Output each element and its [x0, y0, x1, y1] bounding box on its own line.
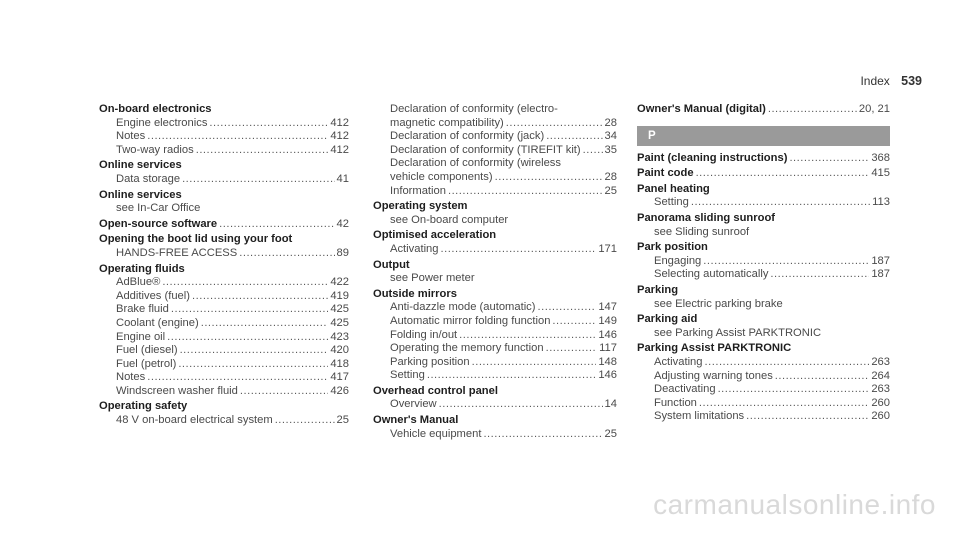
dot-leader — [768, 103, 857, 117]
index-subentry[interactable] — [390, 171, 617, 185]
index-heading[interactable] — [637, 167, 890, 181]
index-column-2 — [373, 103, 617, 443]
index-subentry[interactable] — [390, 117, 617, 131]
page-ref: 260 — [871, 396, 890, 409]
dot-leader — [705, 356, 870, 370]
index-subentry[interactable] — [654, 397, 890, 411]
index-heading[interactable]: Online services — [99, 188, 182, 201]
index-heading[interactable]: Parking Assist PARKTRONIC — [637, 342, 792, 355]
dot-leader — [703, 255, 869, 269]
index-subentry-text: Anti-dazzle mode (automatic) — [390, 301, 536, 314]
dot-leader — [696, 167, 870, 181]
page-ref: 425 — [330, 316, 349, 329]
index-subentry-text: Coolant (engine) — [116, 316, 199, 329]
dot-leader — [147, 130, 328, 144]
page-ref: 187 — [871, 268, 890, 281]
dot-leader — [239, 247, 334, 261]
index-entry — [373, 385, 617, 412]
index-subentry-text: Parking position — [390, 355, 470, 368]
index-heading[interactable]: Parking — [637, 283, 679, 296]
dot-leader — [196, 144, 329, 158]
index-heading-text: Paint (cleaning instructions) — [637, 151, 788, 164]
page-ref: 171 — [598, 242, 617, 255]
page-ref: 187 — [871, 254, 890, 267]
index-subentry[interactable] — [116, 276, 349, 290]
page-ref: 422 — [330, 276, 349, 289]
index-subentry-text: Fuel (petrol) — [116, 357, 177, 370]
watermark: carmanualsonline.info — [653, 489, 936, 520]
index-subentry[interactable] — [116, 144, 349, 158]
page-ref: 28 — [604, 116, 617, 129]
index-column-1 — [99, 103, 349, 430]
dot-leader — [201, 317, 329, 331]
dot-leader — [691, 196, 870, 210]
page-ref: 420 — [330, 344, 349, 357]
index-subentry-text: magnetic compatibility) — [390, 116, 504, 129]
index-subentry[interactable] — [116, 117, 349, 131]
dot-leader — [495, 171, 603, 185]
index-subentry-text: Operating the memory function — [390, 342, 544, 355]
dot-leader — [147, 371, 328, 385]
index-entry — [373, 103, 617, 198]
index-subentry[interactable] — [116, 344, 349, 358]
see-reference[interactable]: see Sliding sunroof — [654, 225, 750, 238]
index-subentry[interactable] — [116, 130, 349, 144]
index-heading[interactable] — [637, 152, 890, 166]
index-subentry-text: Selecting automatically — [654, 268, 769, 281]
page-ref: 147 — [598, 301, 617, 314]
index-subentry-text: Function — [654, 396, 697, 409]
index-subentry-text: Setting — [390, 369, 425, 382]
page-ref: 426 — [330, 384, 349, 397]
index-subentry[interactable] — [116, 358, 349, 372]
index-subentry-text: vehicle components) — [390, 170, 493, 183]
dot-leader — [546, 342, 598, 356]
page-ref: 263 — [871, 383, 890, 396]
index-entry — [99, 103, 349, 157]
index-subentry-text: Declaration of conformity (TIREFIT kit) — [390, 143, 581, 156]
dot-leader — [718, 383, 870, 397]
index-subentry-text: Windscreen washer fluid — [116, 384, 238, 397]
index-subentry-text: System limitations — [654, 410, 745, 423]
index-subentry-text: Activating — [654, 355, 703, 368]
index-subentry[interactable] — [116, 371, 349, 385]
index-subentry-text: Declaration of conformity (jack) — [390, 130, 545, 143]
dot-leader — [746, 410, 869, 424]
index-heading[interactable]: Operating system — [373, 200, 468, 213]
page-ref: 20, 21 — [858, 103, 890, 115]
index-subentry-text: Folding in/out — [390, 328, 458, 341]
page-ref: 35 — [604, 143, 617, 156]
index-subentry[interactable] — [654, 410, 890, 424]
index-subentry[interactable] — [390, 185, 617, 199]
page-ref: 417 — [330, 371, 349, 384]
dot-leader — [472, 356, 597, 370]
dot-leader — [275, 414, 335, 428]
page-ref: 418 — [330, 357, 349, 370]
index-subentry[interactable] — [390, 315, 617, 329]
page-ref: 368 — [871, 151, 890, 164]
page-ref: 419 — [330, 289, 349, 302]
index-subentry[interactable] — [390, 329, 617, 343]
dot-leader — [552, 315, 596, 329]
index-entry — [373, 200, 617, 227]
index-subentry-text: Engaging — [654, 254, 702, 267]
page-ref: 423 — [330, 330, 349, 343]
index-entry — [637, 212, 890, 239]
dot-leader — [167, 331, 328, 345]
dot-leader — [775, 370, 870, 384]
page-ref: 264 — [871, 369, 890, 382]
page-ref: 28 — [604, 170, 617, 183]
index-subentry-text: Two-way radios — [116, 143, 194, 156]
index-entry — [99, 159, 349, 186]
page-ref: 425 — [330, 303, 349, 316]
index-entry — [99, 189, 349, 216]
page-ref: 25 — [604, 427, 617, 440]
page-ref: 412 — [330, 130, 349, 143]
dot-leader — [209, 117, 328, 131]
index-heading-text: Open-source software — [99, 217, 218, 230]
index-subentry[interactable] — [654, 255, 890, 269]
page-ref: 148 — [598, 355, 617, 368]
dot-leader — [219, 218, 334, 232]
see-reference[interactable]: see On-board computer — [390, 213, 509, 226]
index-subentry[interactable] — [390, 356, 617, 370]
dot-leader — [789, 152, 869, 166]
page-ref: 113 — [872, 196, 890, 209]
index-subentry[interactable] — [116, 317, 349, 331]
index-subentry[interactable] — [116, 290, 349, 304]
page-ref: 146 — [598, 369, 617, 382]
dot-leader — [483, 428, 602, 442]
index-heading[interactable]: Output — [373, 258, 410, 271]
index-subentry-text: Activating — [390, 242, 439, 255]
page-ref: 117 — [599, 342, 617, 355]
index-entry — [637, 313, 890, 340]
page-ref: 415 — [871, 167, 890, 180]
page-ref: 260 — [871, 410, 890, 423]
index-heading[interactable]: Operating safety — [99, 400, 188, 413]
page-header — [860, 74, 922, 88]
index-subentry[interactable] — [654, 356, 890, 370]
index-subentry[interactable] — [390, 369, 617, 383]
dot-leader — [439, 398, 603, 412]
index-heading[interactable]: Owner's Manual — [373, 414, 459, 427]
page-ref: 263 — [871, 355, 890, 368]
index-subentry[interactable] — [654, 268, 890, 282]
index-entry — [637, 167, 890, 181]
index-entry — [637, 284, 890, 311]
index-subentry[interactable] — [654, 196, 890, 210]
index-heading[interactable] — [99, 218, 349, 232]
see-reference[interactable]: see Electric parking brake — [654, 297, 783, 310]
index-heading[interactable] — [637, 103, 890, 117]
index-subentry-text: Engine oil — [116, 330, 166, 343]
index-heading[interactable]: On-board electronics — [99, 103, 212, 115]
page-number: 539 — [901, 74, 922, 88]
index-heading[interactable]: Online services — [99, 159, 182, 172]
index-subentry-text: Setting — [654, 196, 689, 209]
index-heading[interactable]: Park position — [637, 241, 708, 254]
index-entry — [637, 152, 890, 166]
index-heading[interactable]: Operating fluids — [99, 262, 185, 275]
see-reference[interactable]: see Parking Assist PARKTRONIC — [654, 326, 822, 339]
index-subentry[interactable] — [116, 303, 349, 317]
index-subentry[interactable] — [390, 130, 617, 144]
index-subentry-text: HANDS-FREE ACCESS — [116, 246, 238, 259]
index-entry — [373, 229, 617, 256]
page-ref: 146 — [598, 328, 617, 341]
index-subentry-text: Automatic mirror folding function — [390, 314, 551, 327]
page-ref: 412 — [330, 116, 349, 129]
index-subentry-text: Fuel (diesel) — [116, 344, 178, 357]
index-subentry[interactable] — [116, 331, 349, 345]
index-heading[interactable]: Outside mirrors — [373, 287, 457, 300]
dot-leader — [180, 344, 329, 358]
dot-leader — [182, 173, 334, 187]
page-ref: 149 — [598, 314, 617, 327]
page-ref: 89 — [336, 246, 349, 259]
index-subentry[interactable] — [654, 370, 890, 384]
page-ref: 42 — [336, 217, 349, 230]
index-subentry-text: Vehicle equipment — [390, 427, 482, 440]
index-subentry[interactable] — [116, 173, 349, 187]
page-ref: 34 — [604, 130, 617, 143]
dot-leader — [448, 185, 603, 199]
index-heading[interactable]: Panorama sliding sunroof — [637, 211, 775, 224]
dot-leader — [162, 276, 328, 290]
dot-leader — [178, 358, 328, 372]
index-entry — [373, 288, 617, 383]
header-title: Index — [860, 74, 890, 88]
dot-leader — [583, 144, 603, 158]
index-subentry-text: Overview — [390, 398, 437, 411]
index-entry — [99, 218, 349, 232]
index-heading[interactable]: Parking aid — [637, 313, 698, 326]
index-subentry-continued: Declaration of conformity (electro- — [390, 103, 558, 115]
index-subentry-text: AdBlue® — [116, 276, 161, 289]
dot-leader — [506, 117, 603, 131]
dot-leader — [699, 397, 869, 411]
index-subentry-text: Additives (fuel) — [116, 289, 190, 302]
index-heading-text: Paint code — [637, 167, 694, 180]
index-subentry[interactable] — [116, 385, 349, 399]
index-heading[interactable]: Panel heating — [637, 182, 710, 195]
index-subentry-text: Notes — [116, 130, 146, 143]
index-entry — [99, 400, 349, 427]
index-subentry-text: Deactivating — [654, 383, 716, 396]
page-ref: 41 — [336, 172, 349, 185]
dot-leader — [459, 329, 596, 343]
index-subentry[interactable] — [390, 398, 617, 412]
dot-leader — [171, 303, 328, 317]
index-subentry-text: Information — [390, 184, 446, 197]
page-ref: 14 — [604, 398, 617, 411]
see-reference[interactable]: see Power meter — [390, 272, 475, 285]
dot-leader — [546, 130, 602, 144]
index-subentry-continued: Declaration of conformity (wireless — [390, 157, 561, 170]
index-subentry-text: Brake fluid — [116, 303, 169, 316]
index-entry — [637, 183, 890, 210]
index-subentry[interactable] — [390, 243, 617, 257]
dot-leader — [192, 290, 328, 304]
index-subentry-text: Notes — [116, 371, 146, 384]
index-column-3-entries — [637, 152, 890, 424]
section-letter-bar: P — [637, 126, 890, 146]
index-heading-text: Owner's Manual (digital) — [637, 103, 766, 115]
index-subentry[interactable] — [654, 383, 890, 397]
index-heading[interactable]: Opening the boot lid using your foot — [99, 233, 293, 246]
index-subentry-text: Engine electronics — [116, 116, 208, 129]
index-subentry[interactable] — [390, 301, 617, 315]
dot-leader — [240, 385, 328, 399]
dot-leader — [441, 243, 597, 257]
index-subentry[interactable] — [116, 247, 349, 261]
index-heading[interactable]: Overhead control panel — [373, 384, 498, 397]
page-ref: 25 — [604, 184, 617, 197]
index-entry — [373, 259, 617, 286]
index-subentry-text: 48 V on-board electrical system — [116, 414, 273, 427]
index-entry — [637, 342, 890, 424]
page-ref: 412 — [330, 143, 349, 156]
index-column-3 — [637, 103, 890, 426]
index-entry — [99, 263, 349, 399]
dot-leader — [538, 301, 597, 315]
page-ref: 25 — [336, 414, 349, 427]
index-subentry-text: Adjusting warning tones — [654, 369, 773, 382]
see-reference[interactable]: see In-Car Office — [116, 202, 201, 215]
index-subentry-text: Data storage — [116, 172, 181, 185]
index-entry — [99, 233, 349, 260]
index-heading[interactable]: Optimised acceleration — [373, 229, 497, 242]
dot-leader — [770, 268, 869, 282]
dot-leader — [427, 369, 596, 383]
index-entry — [373, 414, 617, 441]
index-subentry[interactable] — [116, 414, 349, 428]
index-subentry[interactable] — [390, 144, 617, 158]
index-subentry[interactable] — [390, 342, 617, 356]
index-entry — [637, 241, 890, 282]
index-subentry[interactable] — [390, 428, 617, 442]
